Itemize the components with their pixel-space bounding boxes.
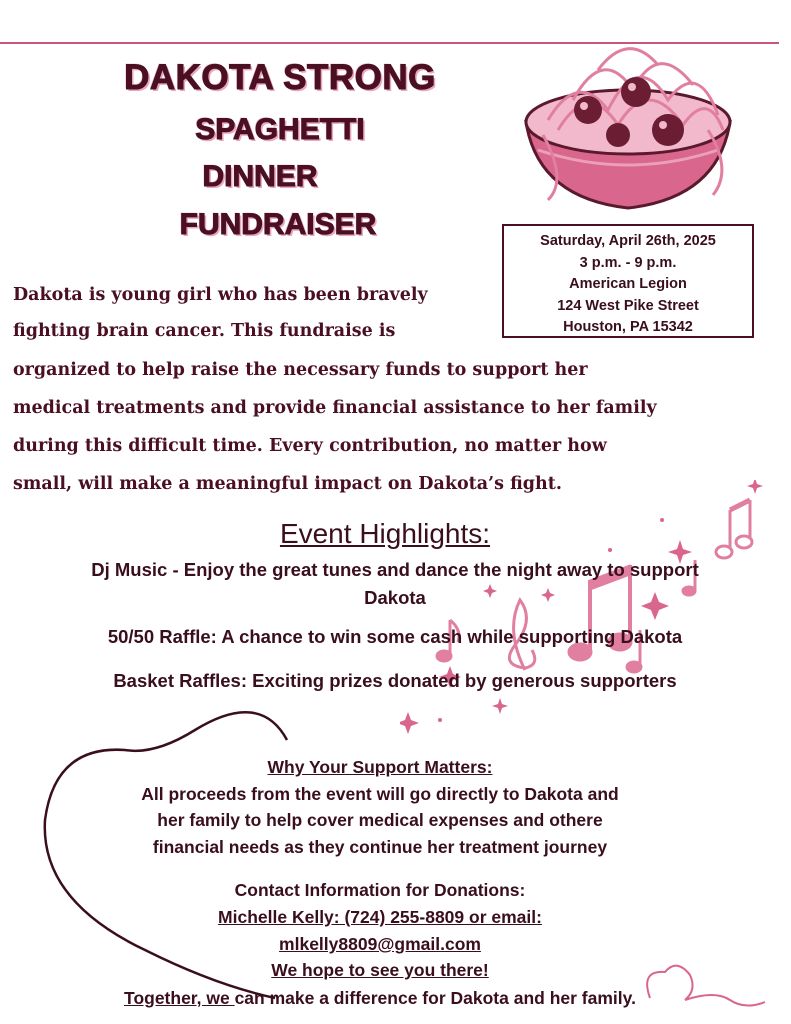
- closing-underlined-text: Together, we: [124, 988, 235, 1008]
- support-line-2: her family to help cover medical expenses and othere: [157, 810, 603, 830]
- highlight-basket: Basket Raffles: Exciting prizes donated by generous supporters: [113, 670, 677, 691]
- contact-email-link[interactable]: mlkelly8809@gmail.com: [279, 934, 481, 954]
- event-venue: American Legion: [569, 276, 687, 292]
- story-line-2: fighting brain cancer. This fundraise is: [13, 321, 396, 341]
- highlights-heading: Event Highlights:: [279, 518, 491, 549]
- highlight-raffle: 50/50 Raffle: A chance to win some cash while supporting Dakota: [107, 626, 683, 647]
- event-date: Saturday, April 26th, 2025: [540, 233, 716, 249]
- event-city: Houston, PA 15342: [563, 319, 693, 335]
- title-spaghetti: SPAGHETTI: [195, 113, 365, 146]
- highlight-dj-line-1: Dj Music - Enjoy the great tunes and dance the night away to support: [91, 559, 699, 580]
- story-line-3: organized to help raise the necessary funds to support her: [13, 360, 588, 380]
- story-line-5: during this difficult time. Every contribution, no matter how: [13, 436, 607, 456]
- title-fundraiser: FUNDRAISER: [179, 208, 377, 241]
- contact-heading: Contact Information for Donations:: [234, 880, 526, 900]
- closing-rest-text: can make a difference for Dakota and her family.: [234, 988, 636, 1008]
- event-info-box: [502, 224, 754, 338]
- title-dakota-strong: DAKOTA STRONG: [124, 58, 436, 97]
- event-time: 3 p.m. - 9 p.m.: [579, 254, 677, 271]
- support-line-1: All proceeds from the event will go directly to Dakota and: [141, 784, 619, 804]
- story-line-4: medical treatments and provide financial assistance to her family: [13, 398, 657, 418]
- title-dinner: DINNER: [202, 160, 318, 193]
- closing-line: [30, 988, 730, 1009]
- contact-phone-email-line[interactable]: Michelle Kelly: (724) 255-8809 or email:: [218, 907, 542, 927]
- support-line-3: financial needs as they continue her treatment journey: [152, 837, 608, 857]
- event-street: 124 West Pike Street: [557, 297, 699, 314]
- story-line-1: Dakota is young girl who has been bravely: [13, 285, 428, 305]
- hope-line: We hope to see you there!: [271, 960, 489, 980]
- highlight-dj-line-2: Dakota: [364, 587, 426, 608]
- support-heading: Why Your Support Matters:: [267, 757, 493, 777]
- spaghetti-bowl-icon: [518, 30, 738, 220]
- story-line-6: small, will make a meaningful impact on Dakota’s fight.: [13, 474, 562, 494]
